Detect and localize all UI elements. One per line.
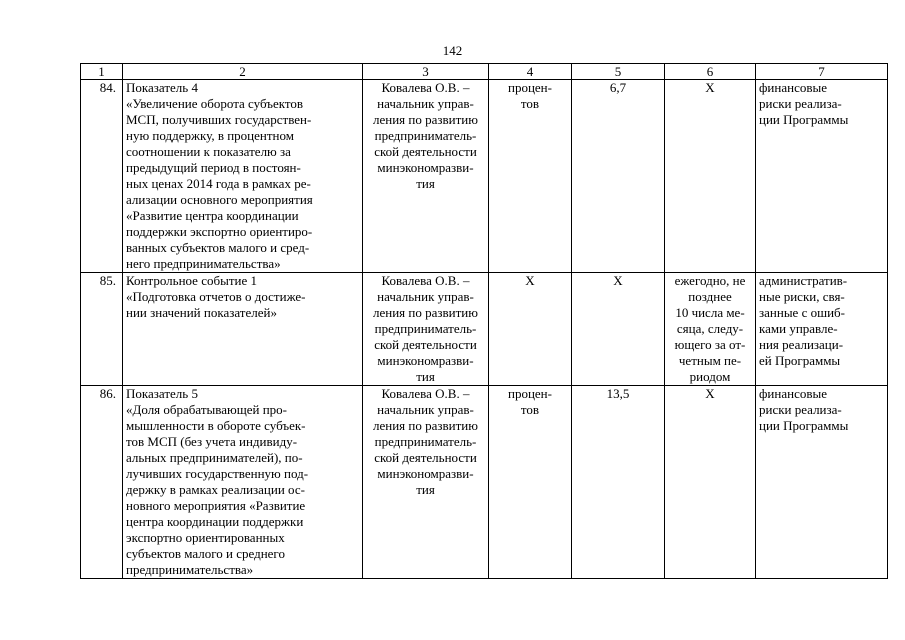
program-table	[80, 63, 888, 579]
text-line: риски реализа-	[759, 402, 842, 417]
responsible-cell	[363, 80, 489, 273]
text-line: процен-	[508, 386, 552, 401]
text-line: предприниматель-	[374, 434, 477, 449]
unit-cell	[489, 80, 572, 273]
text-line: начальник управ-	[377, 96, 474, 111]
unit-cell	[489, 386, 572, 579]
row-number: 84.	[81, 80, 123, 273]
text-line: ные риски, свя-	[759, 289, 845, 304]
text-line: процен-	[508, 80, 552, 95]
text-line: Ковалева О.В. –	[381, 273, 470, 288]
text-line: тия	[416, 482, 435, 497]
risk-cell	[756, 386, 888, 579]
text-line: ей Программы	[759, 353, 841, 368]
text-line: минэкономразви-	[377, 466, 474, 481]
text-line: Х	[705, 80, 715, 95]
text-line: риски реализа-	[759, 96, 842, 111]
value-cell: 13,5	[572, 386, 665, 579]
text-line: административ-	[759, 273, 848, 288]
column-number-row	[81, 64, 888, 80]
responsible-cell	[363, 273, 489, 386]
text-line: «Подготовка отчетов о достиже-	[126, 289, 306, 304]
text-line: ных ценах 2014 года в рамках ре-	[126, 176, 311, 191]
text-line: ции Программы	[759, 112, 849, 127]
text-line: МСП, получивших государствен-	[126, 112, 312, 127]
text-line: тов МСП (без учета индивиду-	[126, 434, 298, 449]
text-line: сяца, следу-	[676, 321, 744, 336]
column-number-2: 2	[123, 64, 363, 80]
text-line: нии значений показателей»	[126, 305, 277, 320]
text-line: центра координации поддержки	[126, 514, 304, 529]
text-line: «Увеличение оборота субъектов	[126, 96, 304, 111]
responsible-cell	[363, 386, 489, 579]
text-line: поддержки экспортно ориентиро-	[126, 224, 313, 239]
text-line: лучивших государственную под-	[126, 466, 309, 481]
text-line: ления по развитию	[373, 112, 478, 127]
text-line: четным пе-	[678, 353, 742, 368]
text-line: тов	[520, 402, 540, 417]
text-line: Ковалева О.В. –	[381, 80, 470, 95]
text-line: 10 числа ме-	[675, 305, 745, 320]
row-number: 86.	[81, 386, 123, 579]
page-number: 142	[442, 43, 463, 58]
text-line: тия	[416, 369, 435, 384]
text-line: новного мероприятия «Развитие	[126, 498, 306, 513]
text-line: «Развитие центра координации	[126, 208, 299, 223]
value-cell: Х	[572, 273, 665, 386]
table-row	[81, 80, 888, 273]
text-line: занные с ошиб-	[759, 305, 846, 320]
text-line: мышленности в обороте субъек-	[126, 418, 306, 433]
text-line: Показатель 5	[126, 386, 198, 401]
risk-cell	[756, 273, 888, 386]
text-line: тия	[416, 176, 435, 191]
table-row	[81, 273, 888, 386]
text-line: ния реализаци-	[759, 337, 844, 352]
column-number-4: 4	[489, 64, 572, 80]
column-number-7: 7	[756, 64, 888, 80]
text-line: ежегодно, не	[674, 273, 746, 288]
text-line: «Доля обрабатывающей про-	[126, 402, 287, 417]
text-line: финансовые	[759, 80, 827, 95]
deadline-cell	[665, 273, 756, 386]
text-line: предприниматель-	[374, 321, 477, 336]
text-line: Х	[705, 386, 715, 401]
text-line: минэкономразви-	[377, 160, 474, 175]
deadline-cell	[665, 80, 756, 273]
text-line: тов	[520, 96, 540, 111]
text-line: субъектов малого и среднего	[126, 546, 285, 561]
text-line: держку в рамках реализации ос-	[126, 482, 305, 497]
column-number-5: 5	[572, 64, 665, 80]
text-line: экспортно ориентированных	[126, 530, 285, 545]
column-number-1: 1	[81, 64, 123, 80]
text-line: ской деятельности	[374, 450, 477, 465]
row-number: 85.	[81, 273, 123, 386]
text-line: Х	[525, 273, 535, 288]
text-line: Показатель 4	[126, 80, 198, 95]
text-line: финансовые	[759, 386, 827, 401]
text-line: ления по развитию	[373, 305, 478, 320]
text-line: ками управле-	[759, 321, 838, 336]
table-row	[81, 386, 888, 579]
text-line: ской деятельности	[374, 144, 477, 159]
indicator-name-cell	[123, 273, 363, 386]
text-line: ющего за от-	[674, 337, 746, 352]
text-line: него предпринимательства»	[126, 256, 281, 271]
text-line: ализации основного мероприятия	[126, 192, 313, 207]
text-line: соотношении к показателю за	[126, 144, 291, 159]
text-line: Контрольное событие 1	[126, 273, 257, 288]
text-line: минэкономразви-	[377, 353, 474, 368]
indicator-name-cell	[123, 80, 363, 273]
column-number-3: 3	[363, 64, 489, 80]
text-line: ской деятельности	[374, 337, 477, 352]
text-line: ции Программы	[759, 418, 849, 433]
text-line: ления по развитию	[373, 418, 478, 433]
text-line: позднее	[688, 289, 732, 304]
text-line: риодом	[689, 369, 731, 384]
risk-cell	[756, 80, 888, 273]
text-line: альных предпринимателей), по-	[126, 450, 303, 465]
text-line: предпринимательства»	[126, 562, 254, 577]
deadline-cell	[665, 386, 756, 579]
text-line: предприниматель-	[374, 128, 477, 143]
column-number-6: 6	[665, 64, 756, 80]
text-line: Ковалева О.В. –	[381, 386, 470, 401]
text-line: начальник управ-	[377, 402, 474, 417]
text-line: ванных субъектов малого и сред-	[126, 240, 310, 255]
text-line: предыдущий период в постоян-	[126, 160, 301, 175]
indicator-name-cell	[123, 386, 363, 579]
text-line: ную поддержку, в процентном	[126, 128, 294, 143]
unit-cell	[489, 273, 572, 386]
value-cell: 6,7	[572, 80, 665, 273]
text-line: начальник управ-	[377, 289, 474, 304]
